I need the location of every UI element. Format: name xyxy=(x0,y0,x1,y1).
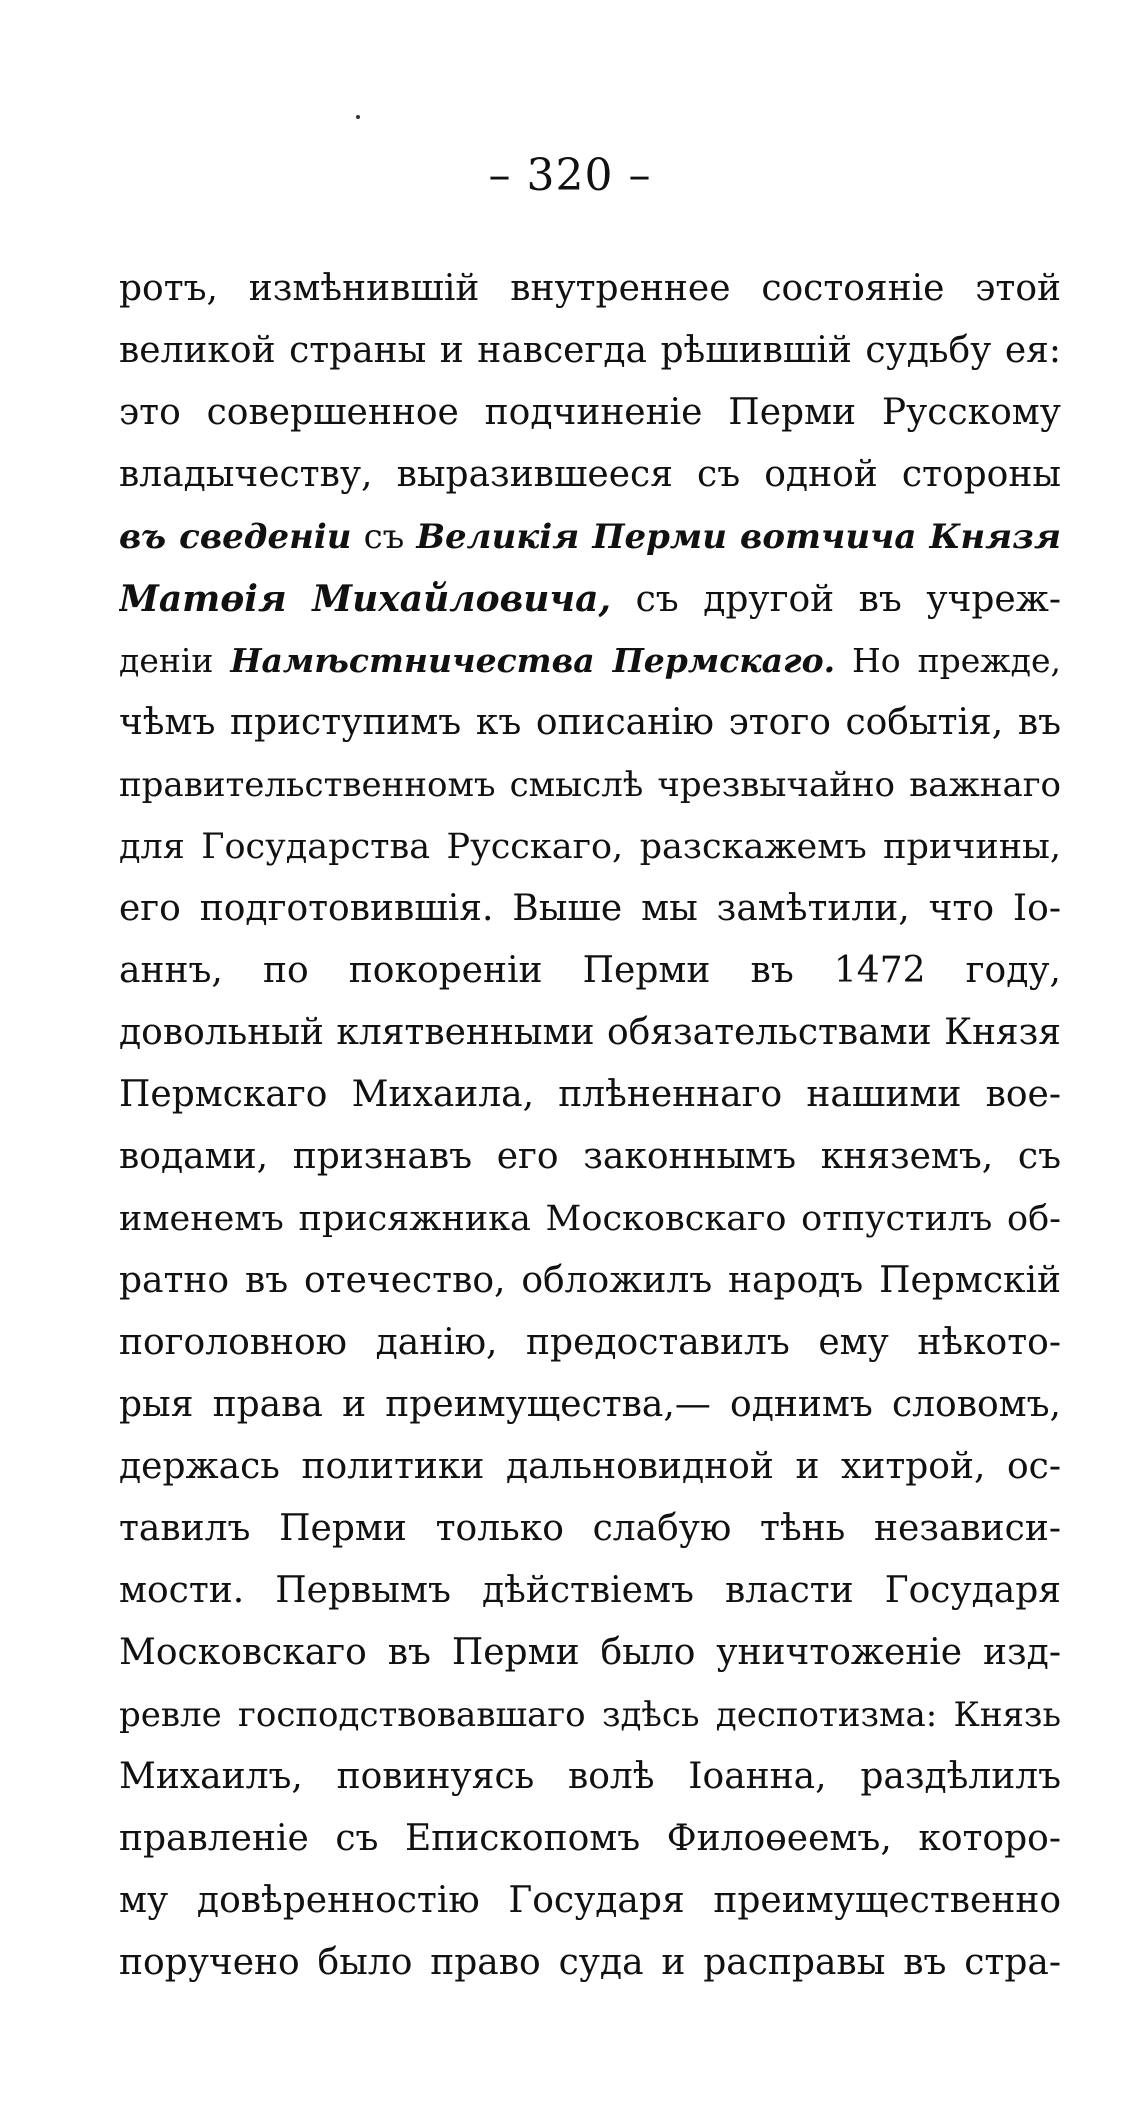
text-segment: для Государства Русскаго, разскажемъ причины, xyxy=(119,827,1061,867)
text-segment: Михаилъ, повинуясь волѣ Іоанна, раздѣлилъ xyxy=(119,1756,1061,1797)
italic-phrase: Великія Перми вотчича Князя xyxy=(416,517,1061,557)
text-segment: поголовною данію, предоставилъ ему нѣкото- xyxy=(119,1322,1061,1363)
text-line xyxy=(119,1746,1061,1808)
text-segment: чѣмъ приступимъ къ описанію этого событія, въ xyxy=(119,702,1061,743)
text-segment: именемъ присяжника Московскаго отпустилъ об- xyxy=(119,1199,1061,1239)
text-segment: поручено было право суда и расправы въ стра- xyxy=(119,1942,1061,1983)
text-line xyxy=(119,382,1061,444)
text-segment: тавилъ Перми только слабую тѣнь независи- xyxy=(119,1508,1061,1549)
text-line xyxy=(119,630,1061,692)
text-line xyxy=(119,1002,1061,1064)
text-segment: ротъ, измѣнившій внутреннее состояніе этой xyxy=(119,268,1061,309)
text-line xyxy=(119,1870,1061,1932)
text-line xyxy=(119,754,1061,816)
text-line xyxy=(119,1436,1061,1498)
text-segment: Но прежде, xyxy=(835,641,1061,680)
text-segment: это совершенное подчиненіе Перми Русскому xyxy=(119,392,1061,433)
text-segment: владычеству, выразившееся съ одной стороны xyxy=(119,454,1061,495)
text-segment: правленіе съ Епископомъ Филоөеемъ, которо- xyxy=(119,1818,1061,1859)
text-segment: довольный клятвенными обязательствами Князя xyxy=(119,1012,1061,1053)
text-line xyxy=(119,1250,1061,1312)
text-segment: съ xyxy=(351,517,417,557)
text-segment: ревле господствовавшаго здѣсь деспотизма: Князь xyxy=(119,1695,1061,1735)
italic-phrase: Намѣстничества Пермскаго. xyxy=(230,641,836,680)
body-text xyxy=(119,258,1061,1994)
text-line xyxy=(119,1312,1061,1374)
print-speck xyxy=(356,115,360,119)
text-line xyxy=(119,940,1061,1002)
text-line xyxy=(119,1684,1061,1746)
text-segment: му довѣренностію Государя преимущественно xyxy=(119,1880,1061,1921)
text-segment: деніи xyxy=(119,641,231,680)
text-segment: Московскаго въ Перми было уничтоженіе изд- xyxy=(119,1632,1061,1673)
text-line xyxy=(119,1932,1061,1994)
text-line xyxy=(119,878,1061,940)
text-line xyxy=(119,1374,1061,1436)
text-line xyxy=(119,506,1061,568)
text-segment: великой страны и навсегда рѣшившій судьбу ея: xyxy=(119,330,1061,371)
text-segment: мости. Первымъ дѣйствіемъ власти Государя xyxy=(119,1570,1061,1611)
text-segment: рыя права и преимущества,— однимъ словомъ, xyxy=(119,1384,1061,1425)
italic-phrase: Матөія Михайловича, xyxy=(119,578,612,620)
text-segment: правительственномъ смыслѣ чрезвычайно важнаго xyxy=(119,765,1061,805)
text-segment: ратно въ отечество, обложилъ народъ Пермскій xyxy=(119,1260,1061,1301)
text-segment: аннъ, по покореніи Перми въ 1472 году, xyxy=(119,950,1061,991)
text-segment: водами, признавъ его законнымъ княземъ, съ xyxy=(119,1136,1061,1177)
text-line xyxy=(119,320,1061,382)
text-segment: держась политики дальновидной и хитрой, ос- xyxy=(119,1446,1061,1487)
text-line xyxy=(119,1622,1061,1684)
text-line xyxy=(119,1808,1061,1870)
text-line xyxy=(119,444,1061,506)
text-line xyxy=(119,1126,1061,1188)
text-line xyxy=(119,568,1061,630)
text-line xyxy=(119,1188,1061,1250)
italic-phrase: въ сведеніи xyxy=(119,517,352,557)
text-segment: Пермскаго Михаила, плѣненнаго нашими вое- xyxy=(119,1074,1061,1115)
text-line xyxy=(119,816,1061,878)
text-segment: его подготовившія. Выше мы замѣтили, что Іо- xyxy=(119,888,1061,929)
text-line xyxy=(119,1560,1061,1622)
text-line xyxy=(119,1498,1061,1560)
text-line xyxy=(119,692,1061,754)
text-line xyxy=(119,1064,1061,1126)
text-segment: съ другой въ учреж- xyxy=(611,579,1061,620)
text-line xyxy=(119,258,1061,320)
page-number: – 320 – xyxy=(488,150,652,201)
